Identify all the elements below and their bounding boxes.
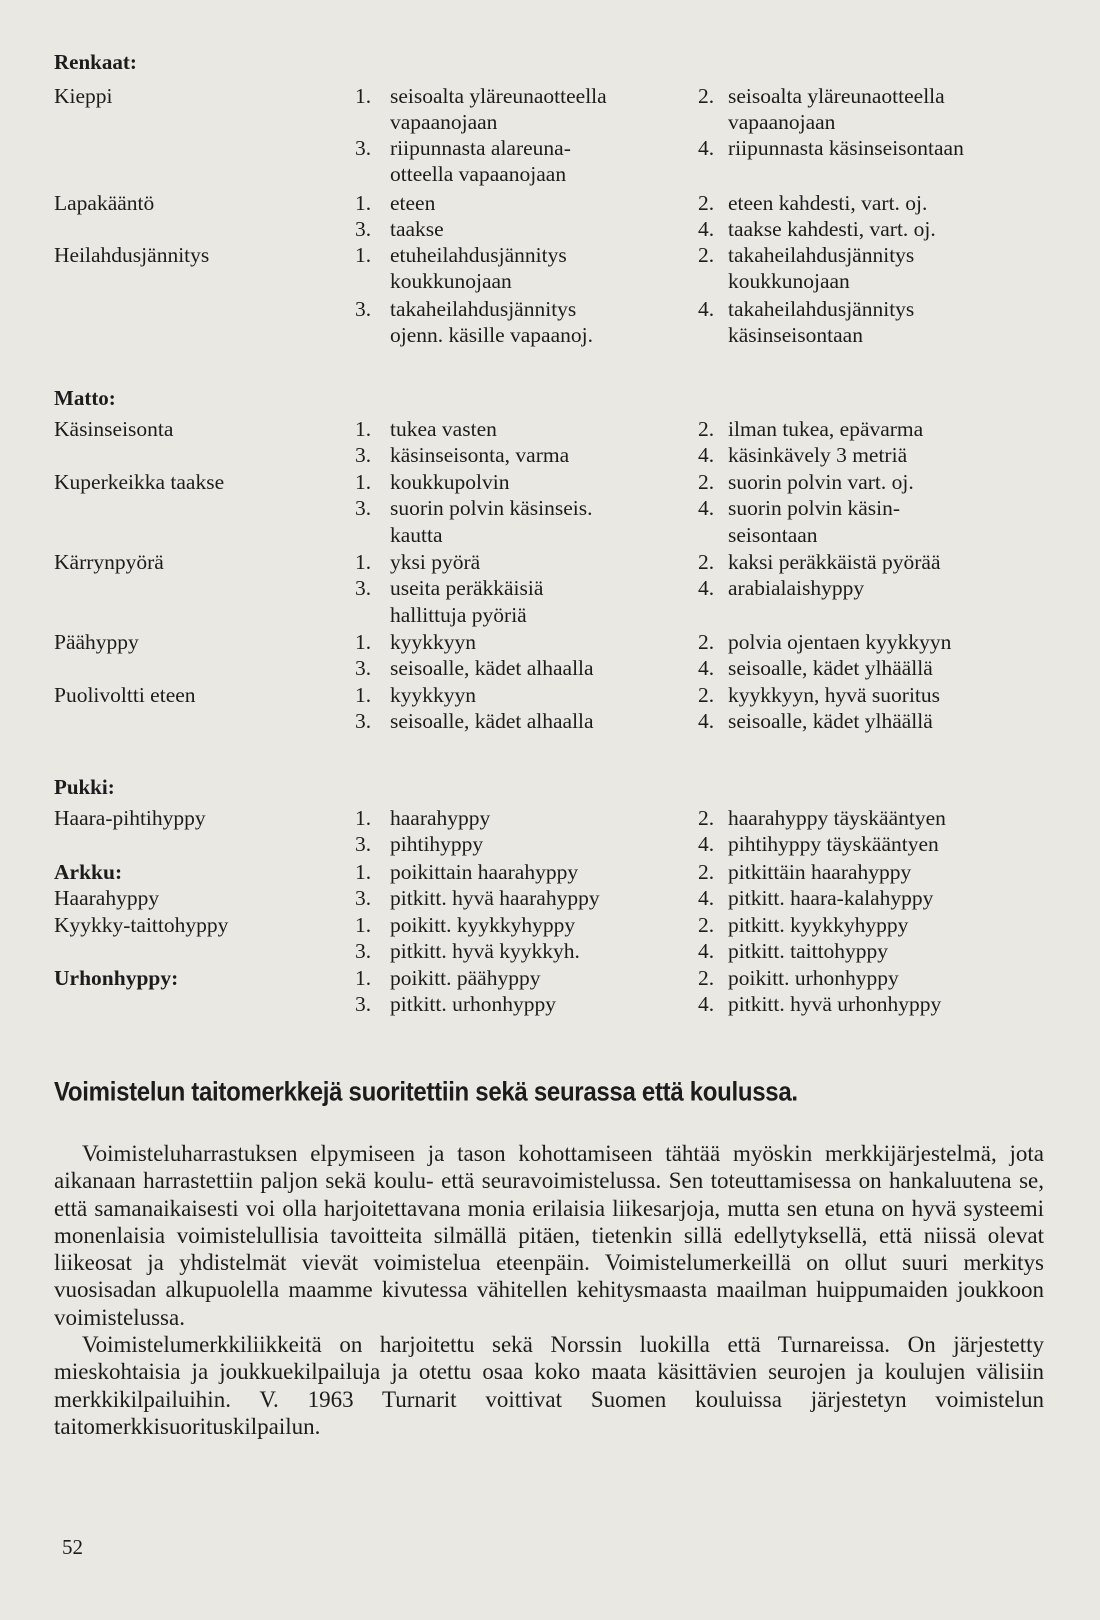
section-heading-urhonhyppy: Urhonhyppy:: [54, 966, 179, 990]
table-row: Haara-pihtihyppy 1. haarahyppy 2. haarahyppy täyskääntyen: [54, 806, 946, 830]
table-row: 3. useita peräkkäisiä 4. arabialaishyppy: [355, 576, 865, 600]
table-row: otteella vapaanojaan: [390, 162, 567, 186]
table-row: 3. taakse 4. taakse kahdesti, vart. oj.: [355, 217, 936, 241]
table-row: koukkunojaan koukkunojaan: [390, 269, 850, 293]
exercise-label: Heilahdusjännitys: [54, 243, 210, 267]
table-row: Lapakääntö 1. eteen 2. eteen kahdesti, vart. oj.: [54, 191, 928, 215]
exercise-label: Kyykky-taittohyppy: [54, 913, 229, 937]
section-heading-pukki: Pukki:: [54, 775, 115, 799]
exercise-label: Käsinseisonta: [54, 417, 174, 441]
table-row: Haarahyppy 3. pitkitt. hyvä haarahyppy 4. pitkitt. haara-kalahyppy: [54, 886, 934, 910]
table-row: Puolivoltti eteen 1. kyykkyyn 2. kyykkyyn, hyvä suoritus: [54, 683, 941, 707]
exercise-label: Päähyppy: [54, 630, 139, 654]
section-title: Voimistelun taitomerkkejä suoritettiin sekä seurassa että koulussa.: [54, 1077, 798, 1108]
table-row: Kieppi 1. seisoalta yläreunaotteella 2. seisoalta yläreunaotteella: [54, 84, 945, 108]
exercise-label: Kieppi: [54, 84, 113, 108]
paragraph: Voimisteluharrastuksen elpymiseen ja tason kohottamiseen tähtää myöskin merkkijärjestelmä, jota aikanaan harrastettiin paljon sekä koulu- että seuravoimistelussa. Sen toteuttamisessa on hankaluutena se, että samanaikaisesti voi olla harjoitettavana monia erilaisia liikesarjoja, mutta sen etuna on hyvä systeemi monenlaisia voimistelullisia tavoitteita silmällä pitäen, tietenkin sillä edellytyksellä, että niissä olevat liikeosat ja yhdistelmät vievät voimistelua eteenpäin. Voimistelumerkeillä on ollut suuri merkitys vuosisadan alkupuolella maamme kivutessa vähitellen kehitysmaasta maailman huippumaiden joukkoon voimistelussa.: [54, 1141, 1044, 1330]
table-row: 3. käsinseisonta, varma 4. käsinkävely 3 metriä: [355, 443, 908, 467]
table-row: Kuperkeikka taakse 1. koukkupolvin 2. suorin polvin vart. oj.: [54, 470, 914, 494]
table-row: 3. suorin polvin käsinseis. 4. suorin polvin käsin-: [355, 496, 900, 520]
exercise-label: Kuperkeikka taakse: [54, 470, 225, 494]
section-heading-renkaat: Renkaat:: [54, 50, 137, 74]
section-heading-matto: Matto:: [54, 386, 116, 410]
table-row: Arkku: 1. poikittain haarahyppy 2. pitkittäin haarahyppy: [54, 860, 912, 884]
body-text: [54, 1140, 1044, 1440]
table-row: 3. riipunnasta alareuna- 4. riipunnasta käsinseisontaan: [355, 136, 964, 160]
table-row: 3. seisoalle, kädet alhaalla 4. seisoalle, kädet ylhäällä: [355, 709, 933, 733]
page-number: 52: [62, 1535, 83, 1559]
table-row: Heilahdusjännitys 1. etuheilahdusjännitys 2. takaheilahdusjännitys: [54, 243, 915, 267]
exercise-label: Haarahyppy: [54, 886, 160, 910]
table-row: hallittuja pyöriä: [390, 603, 527, 627]
paragraph: Voimistelumerkkiliikkeitä on harjoitettu sekä Norssin luokilla että Turnareissa. On järjestetty mieskohtaisia ja joukkuekilpailuja ja otettu osaa koko maata käsittävien seurojen ja koulujen välisiin merkkikilpailuihin. V. 1963 Turnarit voittivat Suomen kouluissa järjestetyn voimistelun taitomerkkisuorituskilpailun.: [54, 1332, 1044, 1439]
table-row: 3. pihtihyppy 4. pihtihyppy täyskääntyen: [355, 832, 939, 856]
table-row: Päähyppy 1. kyykkyyn 2. polvia ojentaen kyykkyyn: [54, 630, 952, 654]
table-row: Kärrynpyörä 1. yksi pyörä 2. kaksi peräkkäistä pyörää: [54, 550, 941, 574]
exercise-label: Haara-pihtihyppy: [54, 806, 206, 830]
table-row: kautta seisontaan: [390, 523, 818, 547]
table-row: 3. pitkitt. hyvä kyykkyh. 4. pitkitt. taittohyppy: [355, 939, 889, 963]
exercise-label: Lapakääntö: [54, 191, 155, 215]
table-row: 3. pitkitt. urhonhyppy 4. pitkitt. hyvä urhonhyppy: [355, 992, 942, 1016]
table-row: Kyykky-taittohyppy 1. poikitt. kyykkyhyppy 2. pitkitt. kyykkyhyppy: [54, 913, 909, 937]
table-row: ojenn. käsille vapaanoj. käsinseisontaan: [390, 323, 863, 347]
table-row: Käsinseisonta 1. tukea vasten 2. ilman tukea, epävarma: [54, 417, 924, 441]
table-row: 3. takaheilahdusjännitys 4. takaheilahdusjännitys: [355, 297, 915, 321]
table-row: 3. seisoalle, kädet alhaalla 4. seisoalle, kädet ylhäällä: [355, 656, 933, 680]
table-row: vapaanojaan vapaanojaan: [390, 110, 836, 134]
table-row: Urhonhyppy: 1. poikitt. päähyppy 2. poikitt. urhonhyppy: [54, 966, 899, 990]
section-heading-arkku: Arkku:: [54, 860, 123, 884]
exercise-label: Kärrynpyörä: [54, 550, 164, 574]
exercise-label: Puolivoltti eteen: [54, 683, 196, 707]
